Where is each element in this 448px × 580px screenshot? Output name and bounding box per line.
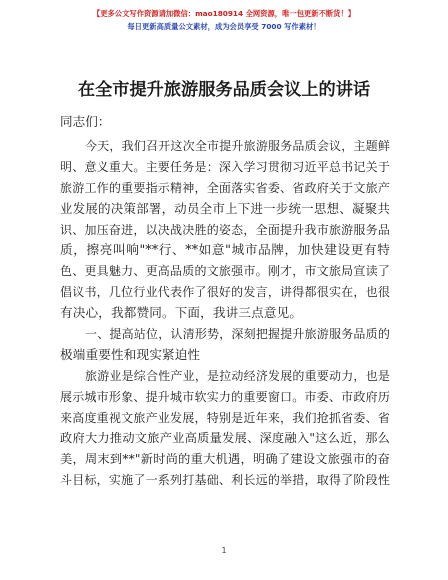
greeting: 同志们： xyxy=(60,114,111,129)
body-line: 展示城市形象、提升城市软实力的重要窗口。市委、市政府历 xyxy=(60,389,390,404)
body-line: 质，擦亮叫响"**行、**如意"城市品牌，加快建设更有特 xyxy=(60,242,390,258)
body-line: 今天，我们召开这次全市提升旅游服务品质会议，主题鲜 xyxy=(85,139,390,153)
document-title: 在全市提升旅游服务品质会议上的讲话 xyxy=(77,80,371,100)
body-line: 旅游业是综合性产业，是拉动经济发展的重要动力，也是 xyxy=(85,368,390,383)
body-line: 业发展的决策部署，动员全市上下进一步统一思想、凝聚共 xyxy=(60,200,390,216)
body-line: 斗目标，实施了一系列打基础、利长远的举措，取得了阶段性 xyxy=(60,473,390,488)
section-heading-line: 一、提高站位，认清形势，深刻把握提升旅游服务品质的 xyxy=(85,327,390,342)
body-line: 政府大力推动文旅产业高质量发展、深度融入"这么近，那么 xyxy=(60,431,390,446)
promo-banner-line-2: 每日更新高质量公文素材，成为会员享受 7000 写作素材！ xyxy=(127,22,321,31)
document-body xyxy=(60,136,390,491)
body-line: 明、意义重大。主要任务是：深入学习贯彻习近平总书记关于 xyxy=(60,159,390,174)
body-line: 倡议书，几位行业代表作了很好的发言，讲得都很实在，也很 xyxy=(60,285,390,300)
body-line: 美，周末到**"新时尚的重大机遇，明确了建设文旅强市的奋 xyxy=(60,452,390,467)
body-line: 识、加压奋进，以决战决胜的姿态，全面提升我市旅游服务品 xyxy=(60,222,390,237)
body-line: 旅游工作的重要指示精神，全面落实省委、省政府关于文旅产 xyxy=(60,180,390,195)
promo-banner-line-1: 【更多公文写作资源请加微信：mao180914 全网资源，唯一包更新不断货！】 xyxy=(92,9,356,18)
body-line: 有决心，我都赞同。下面，我讲三点意见。 xyxy=(60,305,303,321)
page-number: 1 xyxy=(221,546,227,555)
body-line: 色、更具魅力、更高品质的文旅强市。刚才，市文旅局宣读了 xyxy=(60,264,390,279)
body-line: 来高度重视文旅产业发展，特别是近年来，我们抢抓省委、省 xyxy=(60,410,390,425)
section-heading-line: 极端重要性和现实紧迫性 xyxy=(60,346,201,362)
